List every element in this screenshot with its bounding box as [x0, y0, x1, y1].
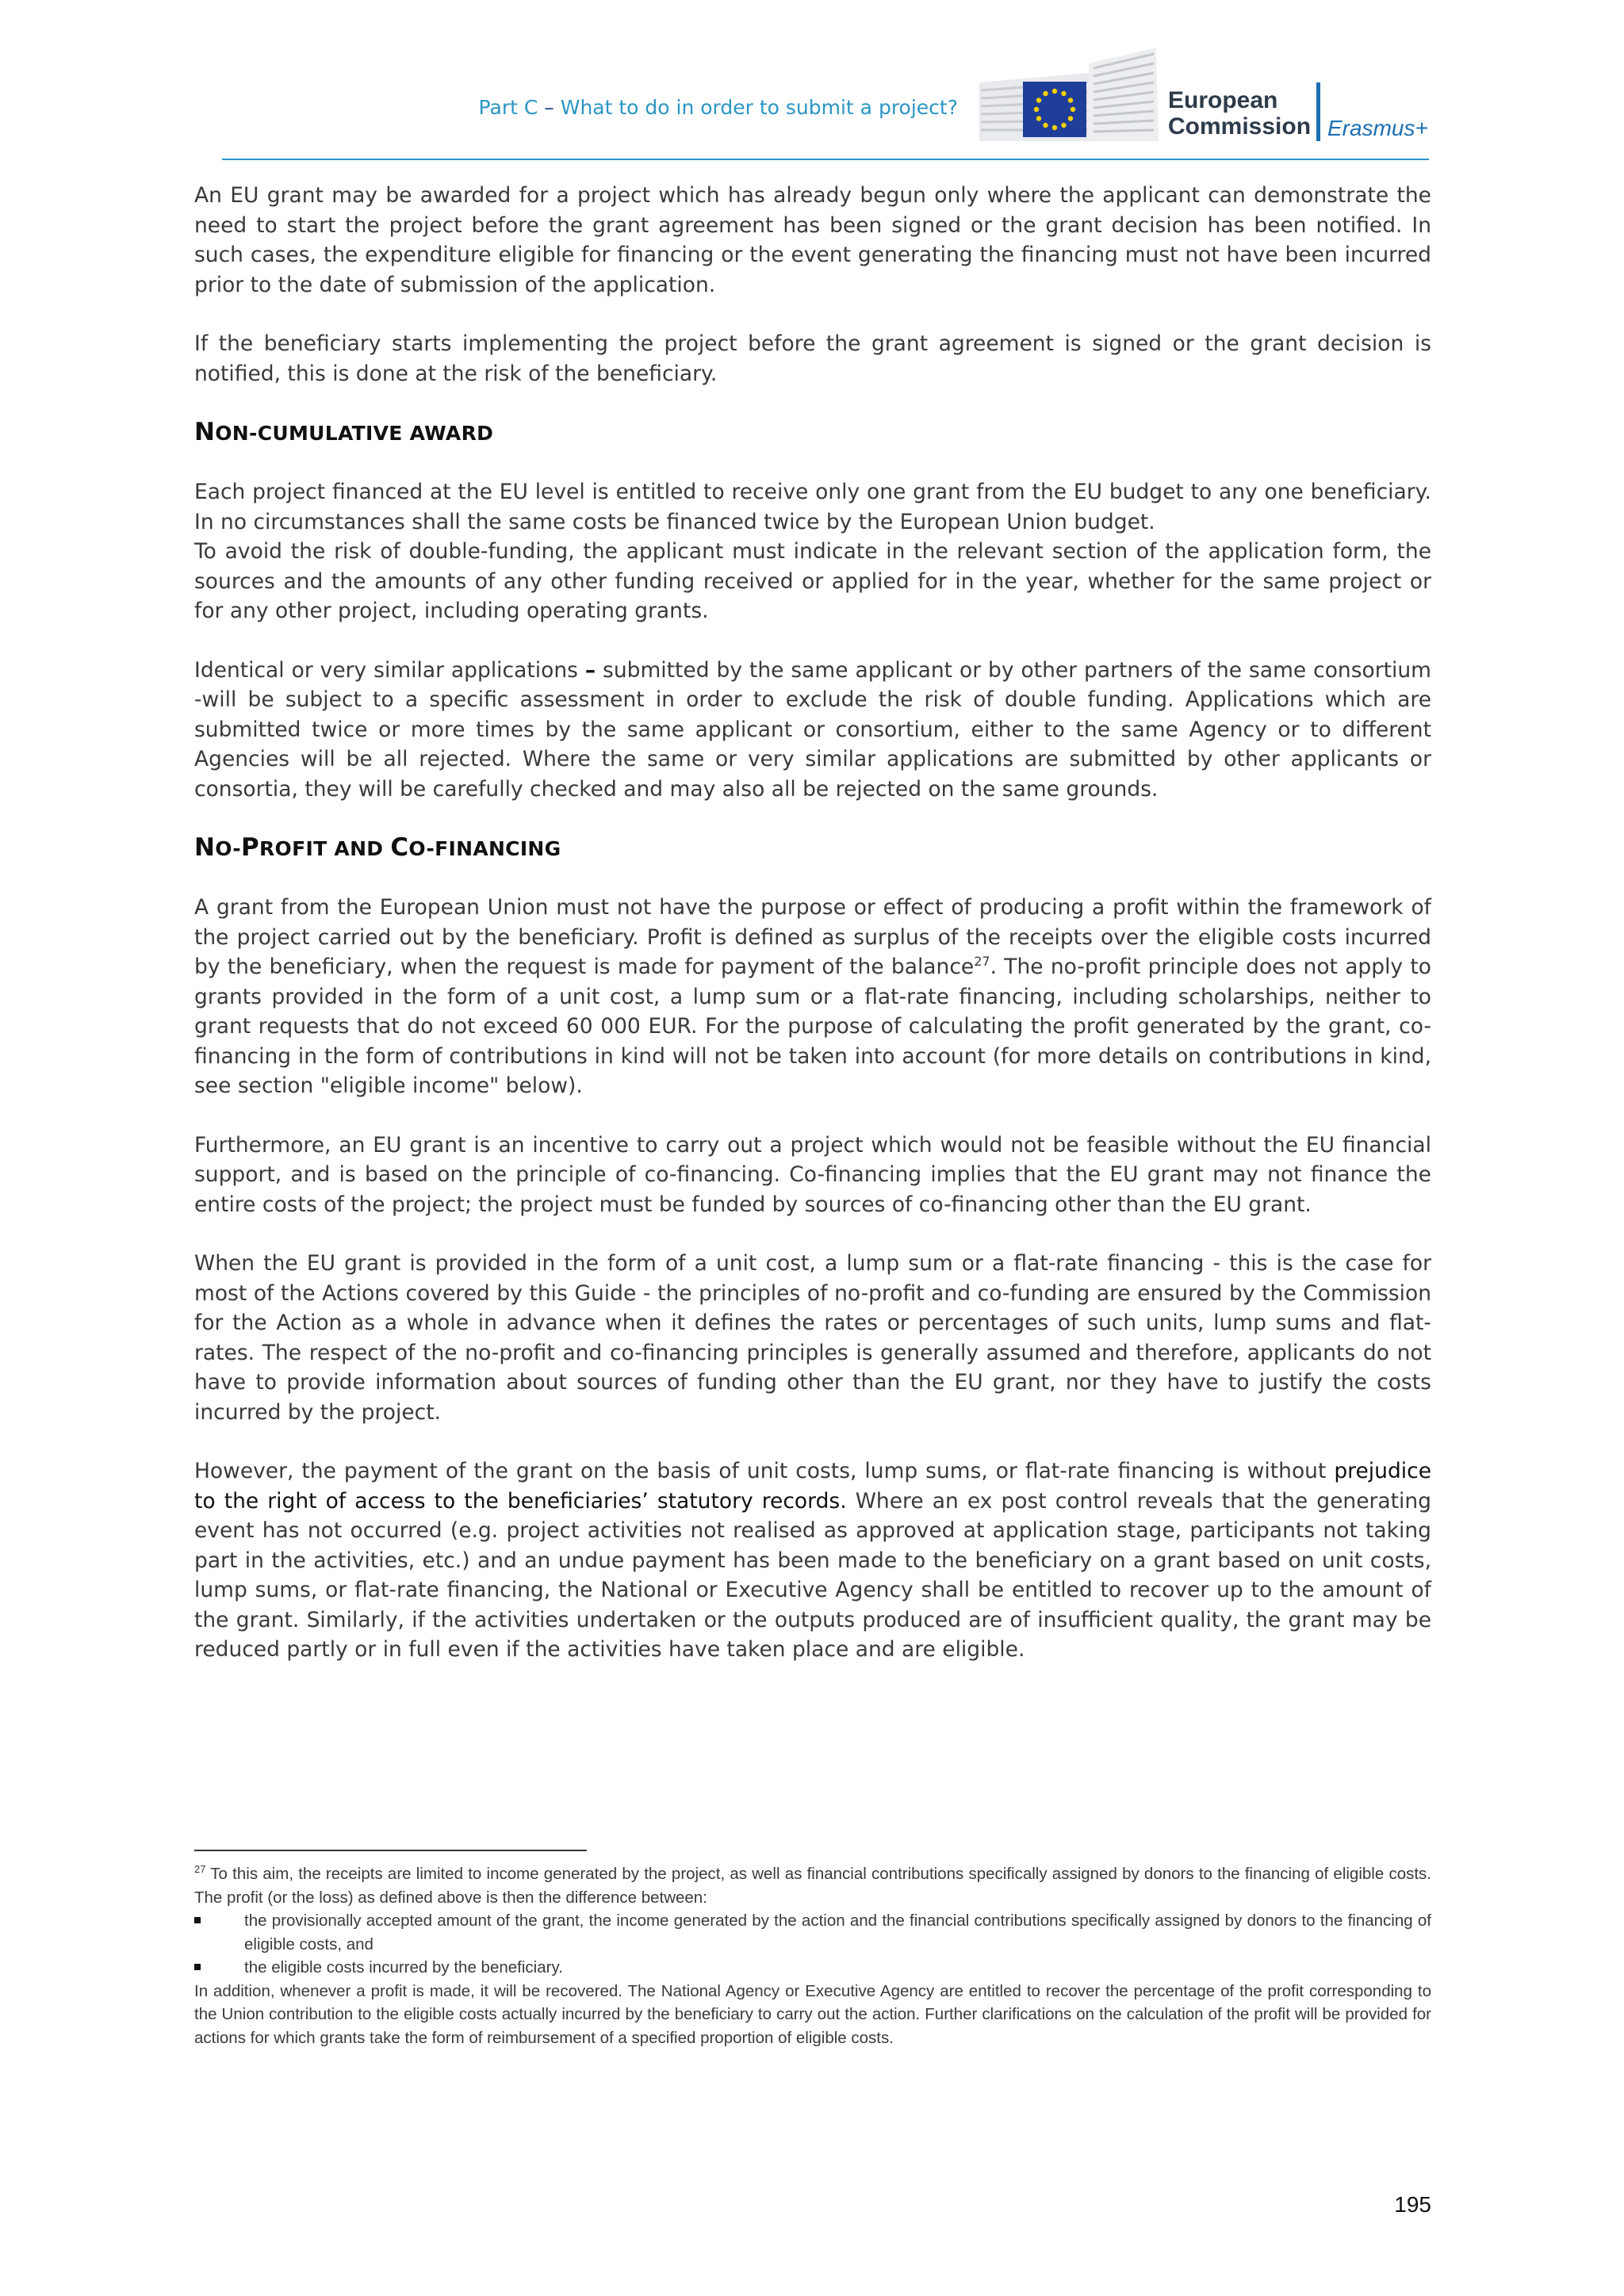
european-commission-wordmark	[1168, 87, 1311, 140]
no-profit-paragraph-4: However, the payment of the grant on the basis of unit costs, lump sums, or flat-rate financing is without prejudice to the right of access to the beneficiaries’ statutory records. Where an ex post control reveals that the generating event has not occurred (e.g. project activities not realised as approved at application stage, participants not taking part in the activities, etc.) and an undue payment has been made to the beneficiary on a grant based on unit costs, lump sums, or flat-rate financing, the National or Executive Agency shall be entitled to recover up to the amount of the grant. Similarly, if the activities undertaken or the outputs produced are of insufficient quality, the grant may be reduced partly or in full even if the activities have taken place and are eligible.	[194, 1459, 1431, 1662]
eu-flag-icon	[1023, 82, 1086, 137]
logo-line-commission: Commission	[1168, 113, 1312, 140]
non-cumulative-paragraph-1: Each project financed at the EU level is entitled to receive only one grant from the EU budget to any one beneficiary. In no circumstances shall the same costs be financed twice by the European Union budget. To avoid the risk of double-funding, the applicant must indicate in the relevant section of the application form, the sources and the amounts of any other funding received or applied for in the year, whether for the same project or for any other project, including operating grants.	[194, 480, 1431, 623]
footnote-reference-27[interactable]: 27	[974, 954, 990, 970]
page-number: 195	[1394, 2192, 1431, 2217]
footnote-number: 27	[194, 1863, 206, 1876]
non-cumulative-paragraph-2: Identical or very similar applications – submitted by the same applicant or by other partners of the same consortium -will be subject to a specific assessment in order to exclude the risk of double funding. Applications which are submitted twice or more times by the same applicant or consortium, either to the same Agency or to different Agencies will be all rejected. Where the same or very similar applications are submitted by other applicants or consortia, they will be carefully checked and may also all be rejected on the same grounds.	[194, 657, 1431, 802]
no-profit-paragraph-3: When the EU grant is provided in the form of a unit cost, a lump sum or a flat-rate financing - this is the case for most of the Actions covered by this Guide - the principles of no-profit and co-funding are ensured by the Commission for the Action as a whole in advance when it defines the rates or percentages of such units, lump sums and flat-rates. The respect of the no-profit and co-financing principles is generally assumed and therefore, applicants do not have to provide information about sources of funding other than the EU grant, nor they have to justify the costs incurred by the project.	[194, 1251, 1431, 1425]
european-commission-logo	[978, 48, 1442, 143]
footnote-27	[194, 1862, 1431, 2049]
no-profit-paragraph-2: Furthermore, an EU grant is an incentive to carry out a project which would not be feasible without the EU financial support, and is based on the principle of co-financing. Co-financing implies that the EU grant may not finance the entire costs of the project; the project must be funded by sources of co-financing other than the EU grant.	[194, 1132, 1431, 1217]
footnote-closing: In addition, whenever a profit is made, it will be recovered. The National Agency or Executive Agency are entitled to recover the percentage of the profit corresponding to the Union contribution to the eligible costs actually incurred by the beneficiary to carry out the action. Further clarifications on the calculation of the profit will be provided for actions for which grants take the form of reimbursement of a specified proportion of eligible costs.	[194, 1981, 1431, 2047]
running-header	[479, 96, 958, 119]
footnote-bullet-item: the eligible costs incurred by the beneficiary.	[194, 1956, 1431, 1980]
logo-line-european: European	[1168, 87, 1278, 113]
section-heading-non-cumulative-award: NON-CUMULATIVE AWARD	[194, 418, 494, 446]
main-content	[194, 181, 1431, 1694]
square-bullet-icon	[194, 1917, 201, 1923]
footnote-bullet-item: the provisionally accepted amount of the grant, the income generated by the action and the financial contributions specifically assigned by donors to the financing of eligible costs, and	[194, 1909, 1431, 1956]
header-rule	[222, 159, 1429, 160]
no-profit-paragraph-1: A grant from the European Union must not have the purpose or effect of producing a profit within the framework of the project carried out by the beneficiary. Profit is defined as surplus of the receipts over the eligible costs incurred by the beneficiary, when the request is made for payment of the balance$^{27}$. The no-profit principle does not apply to grants provided in the form of a unit cost, a lump sum or a flat-rate financing, including scholarships, neither to grant requests that do not exceed 60 000 EUR. For the purpose of calculating the profit generated by the grant, co-financing in the form of contributions in kind will not be taken into account (for more details on contributions in kind, see section "eligible income" below).	[194, 895, 1431, 1098]
erasmus-plus-wordmark: Erasmus+	[1327, 116, 1428, 140]
footnote-separator	[194, 1850, 587, 1851]
logo-divider	[1316, 82, 1320, 141]
header-title: What to do in order to submit a project?	[560, 96, 958, 119]
square-bullet-icon	[194, 1964, 201, 1970]
header-part: Part C	[478, 96, 538, 119]
intro-paragraph-1: An EU grant may be awarded for a project which has already begun only where the applicant can demonstrate the need to start the project before the grant agreement has been signed or the grant decision has been notified. In such cases, the expenditure eligible for financing or the event generating the financing must not have been incurred prior to the date of submission of the application.	[194, 183, 1431, 297]
footnote-bullet-list	[194, 1909, 1431, 1980]
header-dash: –	[544, 96, 554, 119]
footnote-intro: $^{27}$ To this aim, the receipts are limited to income generated by the project, as well as financial contributions specifically assigned by donors to the financing of eligible costs. The profit (or the loss) as defined above is then the difference between:	[194, 1863, 1431, 1907]
section-heading-no-profit-co-financing: NO-PROFIT AND CO-FINANCING	[194, 833, 561, 862]
intro-paragraph-2: If the beneficiary starts implementing the project before the grant agreement is signed or the grant decision is notified, this is done at the risk of the beneficiary.	[194, 331, 1431, 386]
